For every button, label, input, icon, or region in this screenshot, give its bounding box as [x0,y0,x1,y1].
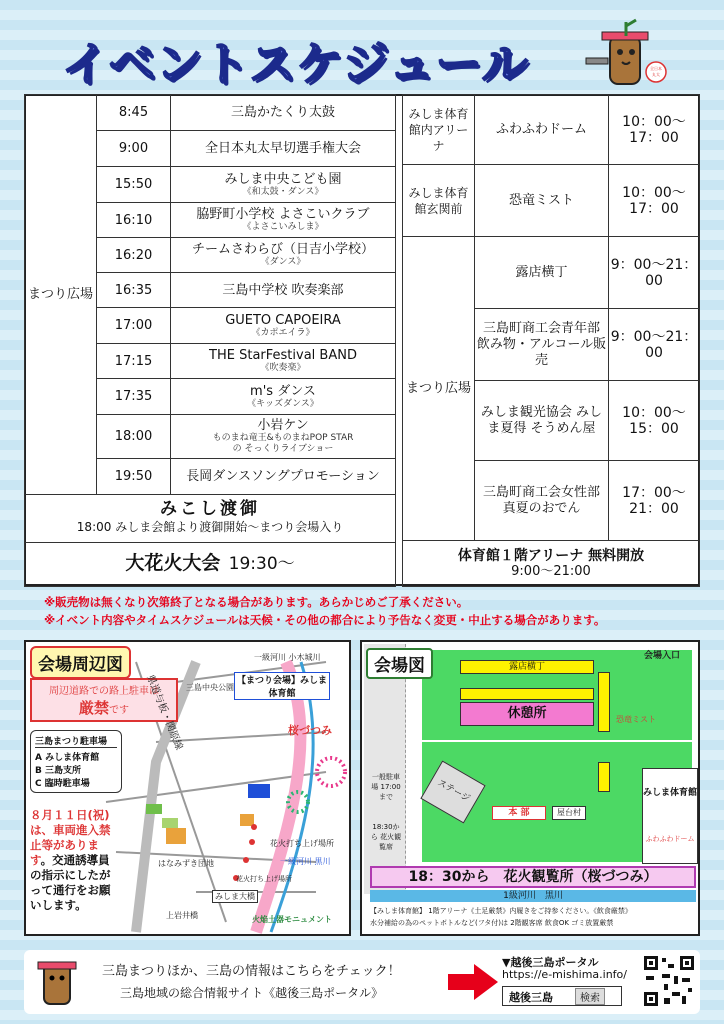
entrance-label: 会場入口 [644,651,681,661]
event-cell: みしま中央こども園 《和太鼓・ダンス》 [171,167,396,203]
footer-line-2: 三島地域の総合情報サイト《越後三島ポータル》 [120,986,384,1000]
mikoshi-cell: みこし渡御 18:00 みしま会館より渡御開始～まつり会場入り [25,495,396,543]
time-cell: 16:20 [97,238,171,273]
portal-url[interactable]: https://e-mishima.info/ [502,968,627,981]
footer-line-1: 三島まつりほか、三島の情報はこちらをチェック！ [102,964,401,979]
booth-cell: 三島町商工会女性部 真夏のおでん [475,461,609,541]
fireworks-cell: 大花火大会 19:30～ [25,543,396,587]
map-label: 県道与板・関原線 [144,673,185,752]
booth-cell: ふわふわドーム [475,95,609,165]
time-cell: 15:50 [97,167,171,203]
event-cell: 全日本丸太早切選手権大会 [171,131,396,167]
parking-label: 一般駐車場 17:00まで [371,773,401,801]
footer-banner [24,950,700,1014]
dino-mist-label: 恐竜ミスト [616,715,656,724]
roten-area: 露店横丁 [460,660,594,674]
map-label: 三島中央公園 [186,683,234,692]
area-map-title: 会場周辺図 [30,646,131,679]
note-line: ※販売物は無くなり次第終了となる場合があります。あらかじめご了承ください。 [44,595,469,609]
event-cell: m's ダンス 《キッズダンス》 [171,379,396,415]
time-cell: 9:00 [97,131,171,167]
venue-cell: みしま体育館内アリーナ [403,95,475,165]
time-cell: 18:00 [97,415,171,459]
event-cell: 小岩ケン ものまね竜王&ものまねPOP STAR の そっくりライブショー [171,415,396,459]
map-label: 花火打ち上げ場所 [270,839,334,848]
svg-text:全日本: 全日本 [650,66,662,71]
parking-area [364,644,406,894]
map-label: はなみずき団地 [158,859,214,868]
event-cell: 三島かたくり太鼓 [171,95,396,131]
venue-cell: まつり広場 [403,237,475,541]
area-map [24,640,351,936]
event-cell: 三島中学校 吹奏楽部 [171,273,396,308]
portal-title: ▼越後三島ポータル [502,956,599,969]
stage: ステージ [420,760,485,823]
booth-cell: みしま観光協会 みしま夏得 そうめん屋 [475,381,609,461]
map-label: 上岩井橋 [166,911,198,920]
venue-map-title: 会場図 [366,648,433,679]
booth-cell: 恐竜ミスト [475,165,609,237]
venue-map [360,640,700,936]
gym-rules-1: 【みしま体育館】 1階アリーナ《土足厳禁》内履きをご持参ください。《飲食厳禁》 [370,907,632,915]
event-cell: チームさわらび（日吉小学校） 《ダンス》 [171,238,396,273]
mascot-icon [30,952,86,1012]
time-cell: 17:35 [97,379,171,415]
stall-row [598,672,610,732]
search-box[interactable]: 越後三島 検索 [502,986,622,1006]
yatai-booth: 屋台村 [552,806,586,820]
gym-rules-2: 水分補給の為のペットボトルなど(フタ付)は 2階観客席 飲食OK ゴミ放置厳禁 [370,919,614,927]
time-cell: 16:10 [97,203,171,238]
search-button[interactable]: 検索 [575,988,605,1005]
time-cell: 10：00～17：00 [609,165,700,237]
qr-code[interactable] [642,954,696,1008]
river-label: 1級河川 黒川 [370,890,696,902]
svg-text:丸太: 丸太 [652,72,660,77]
time-cell: 17：00～21：00 [609,461,700,541]
event-cell: GUETO CAPOEIRA 《カポエイラ》 [171,308,396,344]
map-label: 桜づつみ [288,724,332,737]
fireworks-viewing-banner: 18：30から 花火観覧所（桜づつみ） [370,866,696,888]
map-label: 火焔土器モニュメント [252,915,332,924]
parking-legend: 三島まつり駐車場 A みしま体育館 B 三島支所 C 臨時駐車場 [30,730,122,793]
venue-callout: 【まつり会場】みしま体育館 [234,672,330,700]
map-label: 一級河川 小木城川 [254,653,321,662]
time-cell: 17:00 [97,308,171,344]
stall-row [460,688,594,700]
rest-area: 休憩所 [460,702,594,726]
gym-open-cell: 体育館１階アリーナ 無料開放 9:00～21:00 [403,541,700,587]
time-cell: 19:50 [97,459,171,495]
time-cell: 16:35 [97,273,171,308]
stage-schedule-table [24,94,396,587]
mascot-illustration [584,18,668,98]
time-cell: 17:15 [97,344,171,379]
time-cell: 9：00～21：00 [609,237,700,309]
note-line: ※イベント内容やタイムスケジュールは天候・その他の都合により予告なく変更・中止する場合があります。 [44,613,606,627]
time-cell: 9：00～21：00 [609,309,700,381]
map-label: みしま大橋 [212,890,258,903]
page-title: イベントスケジュール [62,37,529,91]
time-cell: 8:45 [97,95,171,131]
time-cell: 10：00～15：00 [609,381,700,461]
venue-cell: まつり広場 [25,95,97,495]
traffic-notice: ８月１１日(祝)は、車両進入禁止等があります。交通誘導員の指示にしたがって通行をお願いします。 [30,808,111,912]
arrow-right-icon [448,964,498,1000]
viewing-label: 18:30から 花火観覧席 [370,823,402,851]
event-cell: 脇野町小学校 よさこいクラブ 《よさこいみしま》 [171,203,396,238]
parking-warning: 周辺道路での路上駐車は 厳禁です [30,678,178,722]
map-label: 花火打ち上げ場所 [236,875,292,883]
event-cell: THE StarFestival BAND 《吹奏楽》 [171,344,396,379]
event-cell: 長岡ダンスソングプロモーション [171,459,396,495]
stall-row [598,762,610,792]
gym-building: みしま体育館 ふわふわドーム [642,768,698,864]
hq-booth: 本 部 [492,806,546,820]
booth-cell: 三島町商工会青年部 飲み物・アルコール販売 [475,309,609,381]
venue-cell: みしま体育館玄関前 [403,165,475,237]
booth-schedule-table [402,94,700,587]
time-cell: 10：00～17：00 [609,95,700,165]
booth-cell: 露店横丁 [475,237,609,309]
map-label: 一級河川 黒川 [280,857,331,866]
